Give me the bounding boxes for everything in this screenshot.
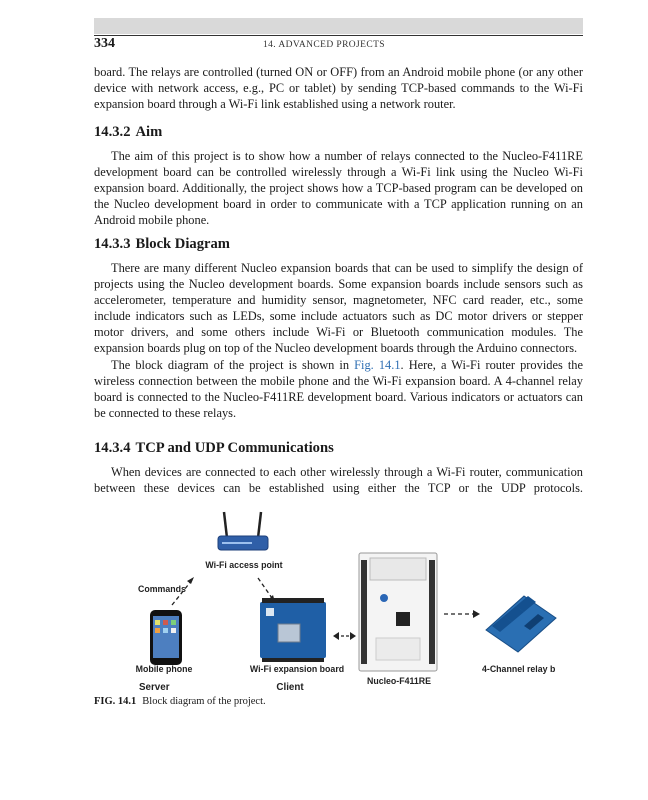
section-heading-block-diagram [94,236,230,253]
aim-text [94,148,583,228]
block-diagram-figure [94,498,583,694]
relay-board-icon [486,596,556,652]
label-server: Server [139,682,170,693]
block-diagram-text [94,260,583,421]
label-nucleo: Nucleo-F411RE [366,676,432,686]
figure-reference-link[interactable]: Fig. 14.1 [354,357,401,372]
section-heading-aim [94,124,162,141]
section-number: 14.3.2 [94,124,131,140]
label-wifi-board: Wi-Fi expansion board [249,664,345,674]
section-title: TCP and UDP Communications [135,440,334,456]
block-diagram-paragraph-2 [94,357,583,421]
label-mobile-phone: Mobile phone [135,664,193,674]
arrow-head [350,632,356,640]
header-rule [94,35,583,36]
section-heading-tcp-udp [94,440,334,457]
mobile-phone-icon [150,610,182,665]
label-relay: 4-Channel relay b [482,664,556,674]
arrow-head [473,610,480,618]
arrow-head [333,632,339,640]
wifi-board-icon [260,598,326,662]
section-number: 14.3.4 [94,440,131,456]
section-title: Aim [135,124,163,140]
section-title: Block Diagram [135,236,230,252]
caption-text: Block diagram of the project. [142,696,266,707]
nucleo-board-icon [359,553,437,671]
intro-paragraph: board. The relays are controlled (turned ON or OFF) from an Android mobile phone (or any other device with network access, e.g., PC or tablet) by sending TCP-based commands to the Wi-Fi expansion board through a Wi-Fi link established using a network router. [94,65,583,112]
intro-text [94,64,583,112]
block-diagram-paragraph-1: There are many different Nucleo expansion boards that can be used to simplify the design of projects using the Nucleo development boards. Some expansion boards include sensors such as accelerometer, temperature and humidity sensor, magnetometer, NFC card reader, etc., some include indicators such as LEDs, some include actuators such as DC motor drivers or stepper motor drivers, and some others include Wi-Fi or Bluetooth communication modules. The expansion boards plug on top of the Nucleo development boards through the Arduino connectors. [94,261,583,356]
label-access-point: Wi-Fi access point [205,560,283,570]
page-number: 334 [94,36,115,51]
header-bar [94,18,583,34]
running-head: 14. ADVANCED PROJECTS [263,40,385,50]
tcp-udp-paragraph: When devices are connected to each other wirelessly through a Wi-Fi router, communication between these devices can be established using either the TCP or the UDP protocols. [94,465,583,496]
link-router-board [258,578,272,598]
section-number: 14.3.3 [94,236,131,252]
label-commands: Commands [138,584,186,594]
router-icon [218,512,268,550]
label-client: Client [276,682,304,693]
block-diagram-svg [94,498,583,694]
tcp-udp-text [94,464,583,496]
aim-paragraph: The aim of this project is to show how a number of relays connected to the Nucleo-F411RE development board can be controlled wirelessly through a Wi-Fi link using the Nucleo Wi-Fi expansion board. Additionally, the project shows how a TCP-based program can be developed on the Nucleo development board in order to communicate with a TCP application running on an Android mobile phone. [94,149,583,228]
arrow-head [187,577,194,584]
para-text: . Here, a Wi-Fi router provides the wireless connection between the mobile phone and the Wi-Fi expansion board. A 4-channel relay board is connected to the Nucleo-F411RE development board. Various indicators or actuators can be connected to these relays. [94,357,583,420]
caption-label: FIG. 14.1 [94,696,137,707]
para-text: The block diagram of the project is shown in [111,357,355,372]
figure-caption [94,696,266,707]
